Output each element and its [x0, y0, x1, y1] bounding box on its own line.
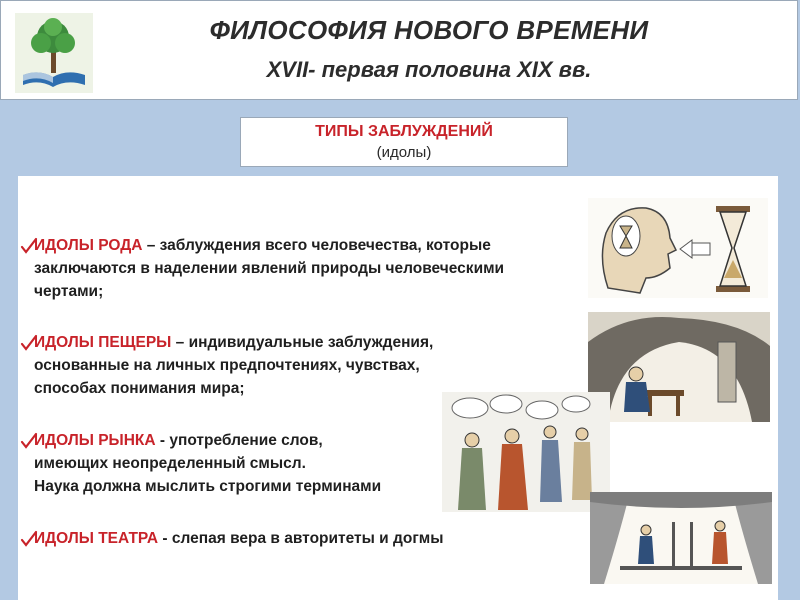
types-title: ТИПЫ ЗАБЛУЖДЕНИЙ — [315, 123, 493, 140]
idol-name: ИДОЛЫ РОДА — [34, 237, 143, 254]
page-title: ФИЛОСОФИЯ НОВОГО ВРЕМЕНИ — [209, 15, 649, 45]
content-panel — [18, 176, 778, 600]
types-subtitle: (идолы) — [376, 144, 432, 161]
checkmark-icon — [20, 237, 38, 255]
idol-entry-peschery: ИДОЛЫ ПЕЩЕРЫ – индивидуальные заблуждения, основанные на личных предпочтениях, чувствах, способах понимания мира; — [24, 331, 433, 400]
idol-name: ИДОЛЫ РЫНКА — [34, 432, 156, 449]
checkmark-icon — [20, 432, 38, 450]
checkmark-icon — [20, 530, 38, 548]
page-subtitle: XVII- первая половина XIX вв. — [266, 57, 592, 82]
idol-name: ИДОЛЫ ПЕЩЕРЫ — [34, 334, 172, 351]
idol-entry-roda: ИДОЛЫ РОДА – заблуждения всего человечества, которые заключаются в наделении явлений природы человеческими чертами; — [24, 234, 504, 303]
header-panel — [0, 0, 798, 100]
checkmark-icon — [20, 334, 38, 352]
head-hourglass-illustration — [588, 198, 768, 298]
tree-book-icon — [15, 13, 93, 93]
idol-entry-teatra: ИДОЛЫ ТЕАТРА - слепая вера в авторитеты и догмы — [24, 527, 443, 550]
market-crowd-illustration — [442, 392, 610, 512]
types-box — [240, 117, 568, 167]
idol-name: ИДОЛЫ ТЕАТРА — [34, 530, 159, 547]
idol-entry-rynka: ИДОЛЫ РЫНКА - употребление слов, имеющих неопределенный смысл. Наука должна мыслить строгими терминами — [24, 429, 381, 498]
cave-scholar-illustration — [588, 312, 770, 422]
theater-stage-illustration — [590, 492, 772, 584]
